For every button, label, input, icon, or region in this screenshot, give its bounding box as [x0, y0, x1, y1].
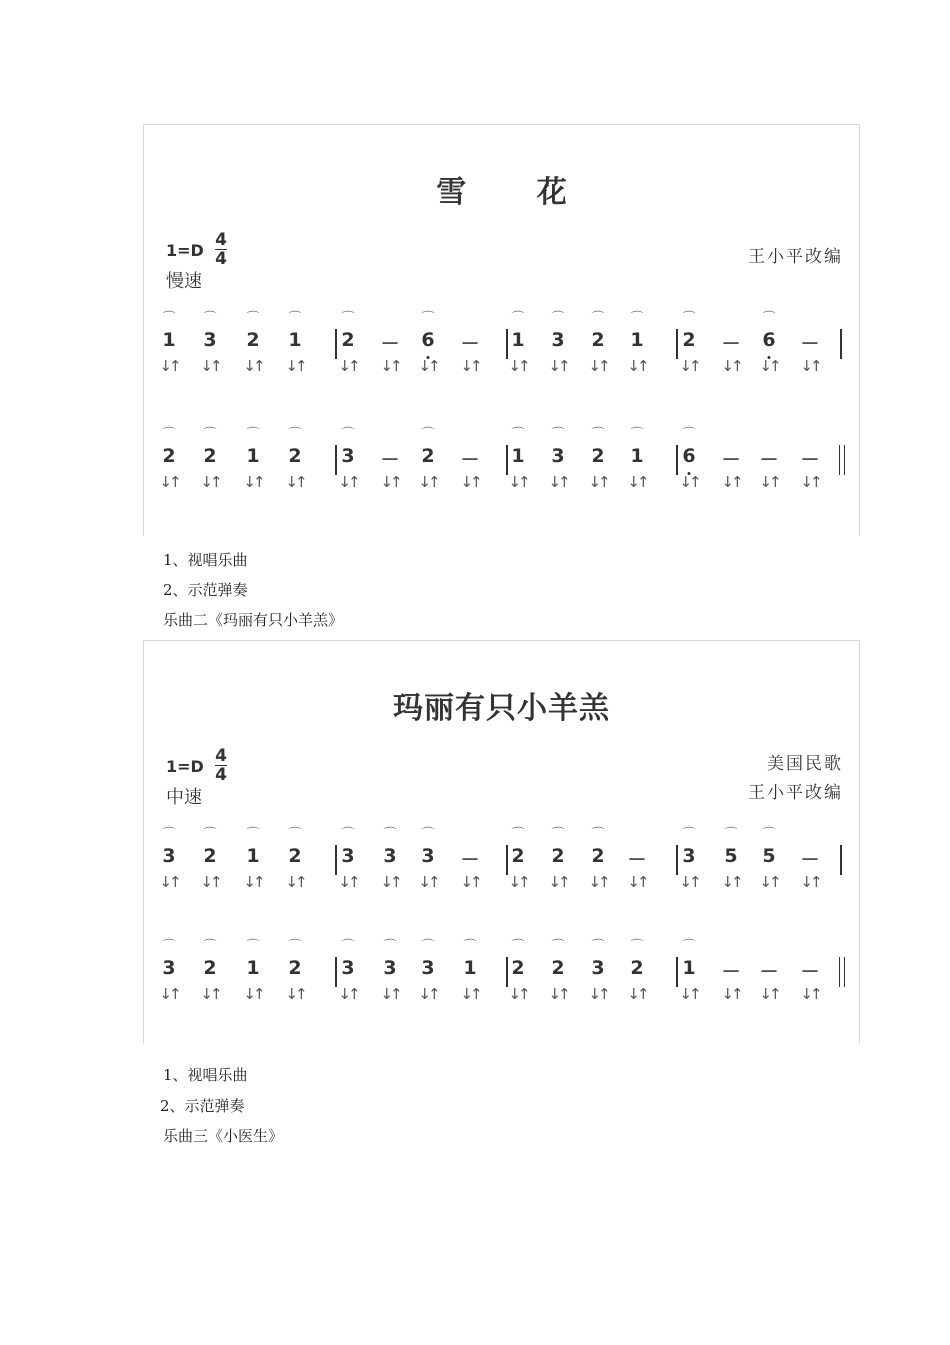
strum-arrows: ↓↑	[548, 873, 568, 891]
strum-arrows: ↓↑	[627, 473, 647, 491]
note: 3	[421, 845, 435, 867]
slur-mark: ⌒	[682, 427, 696, 442]
note: 2	[630, 957, 644, 979]
strum-arrows: ↓↑	[759, 873, 779, 891]
bar-line	[335, 329, 337, 359]
note: 3	[591, 957, 605, 979]
slur-mark: ⌒	[421, 827, 435, 842]
note: －	[380, 449, 400, 471]
note: 3	[162, 845, 176, 867]
note: －	[721, 333, 741, 355]
strum-arrows: ↓↑	[721, 473, 741, 491]
final-bar-line	[839, 957, 845, 987]
strum-arrows: ↓↑	[200, 873, 220, 891]
slur-mark: ⌒	[246, 827, 260, 842]
bar-line	[506, 329, 508, 359]
slur-mark: ⌒	[682, 939, 696, 954]
strum-arrows: ↓↑	[460, 473, 480, 491]
slur-mark: ⌒	[162, 311, 176, 326]
slur-mark: ⌒	[551, 311, 565, 326]
note: －	[800, 849, 820, 871]
slur-mark: ⌒	[341, 427, 355, 442]
arranger-credit: 王小平改编	[748, 247, 843, 267]
bar-line	[676, 329, 678, 359]
note: 5	[762, 845, 776, 867]
slur-mark: ⌒	[591, 939, 605, 954]
note: 1	[162, 329, 176, 351]
slur-mark: ⌒	[341, 311, 355, 326]
strum-arrows: ↓↑	[721, 985, 741, 1003]
notation-row	[144, 935, 859, 1015]
strum-arrows: ↓↑	[380, 873, 400, 891]
strum-arrows: ↓↑	[159, 473, 179, 491]
note: 2	[591, 845, 605, 867]
slur-mark: ⌒	[463, 939, 477, 954]
slur-mark: ⌒	[511, 427, 525, 442]
slur-mark: ⌒	[246, 311, 260, 326]
note: 1	[288, 329, 302, 351]
strum-arrows: ↓↑	[800, 473, 820, 491]
note: 2	[511, 957, 525, 979]
note: －	[759, 449, 779, 471]
note: 1	[630, 329, 644, 351]
bar-line	[676, 957, 678, 987]
strum-arrows: ↓↑	[243, 473, 263, 491]
strum-arrows: ↓↑	[588, 357, 608, 375]
strum-arrows: ↓↑	[721, 873, 741, 891]
strum-arrows: ↓↑	[508, 985, 528, 1003]
slur-mark: ⌒	[724, 827, 738, 842]
slur-mark: ⌒	[511, 827, 525, 842]
slur-mark: ⌒	[288, 311, 302, 326]
note: 1	[511, 329, 525, 351]
slur-mark: ⌒	[341, 939, 355, 954]
note: 2	[203, 957, 217, 979]
arranger-credit: 王小平改编	[748, 783, 843, 803]
note: －	[460, 449, 480, 471]
strum-arrows: ↓↑	[418, 357, 438, 375]
strum-arrows: ↓↑	[721, 357, 741, 375]
note: 1	[246, 445, 260, 467]
bar-line	[840, 845, 842, 875]
bar-line	[335, 845, 337, 875]
slur-mark: ⌒	[421, 939, 435, 954]
strum-arrows: ↓↑	[200, 985, 220, 1003]
strum-arrows: ↓↑	[627, 985, 647, 1003]
strum-arrows: ↓↑	[200, 357, 220, 375]
slur-mark: ⌒	[591, 427, 605, 442]
strum-arrows: ↓↑	[627, 873, 647, 891]
strum-arrows: ↓↑	[548, 985, 568, 1003]
note: 2	[288, 445, 302, 467]
strum-arrows: ↓↑	[380, 985, 400, 1003]
strum-arrows: ↓↑	[679, 873, 699, 891]
strum-arrows: ↓↑	[800, 357, 820, 375]
strum-arrows: ↓↑	[588, 873, 608, 891]
strum-arrows: ↓↑	[338, 985, 358, 1003]
slur-mark: ⌒	[383, 939, 397, 954]
slur-mark: ⌒	[383, 827, 397, 842]
note: 2	[511, 845, 525, 867]
note: 3	[551, 445, 565, 467]
bar-line	[840, 329, 842, 359]
slur-mark: ⌒	[162, 939, 176, 954]
note: 3	[341, 957, 355, 979]
strum-arrows: ↓↑	[548, 473, 568, 491]
note: 3	[551, 329, 565, 351]
slur-mark: ⌒	[630, 939, 644, 954]
note: 3	[162, 957, 176, 979]
strum-arrows: ↓↑	[759, 473, 779, 491]
strum-arrows: ↓↑	[159, 873, 179, 891]
strum-arrows: ↓↑	[159, 357, 179, 375]
slur-mark: ⌒	[551, 827, 565, 842]
note: －	[460, 849, 480, 871]
strum-arrows: ↓↑	[285, 357, 305, 375]
note: 1	[682, 957, 696, 979]
note: 2	[551, 957, 565, 979]
note: 2	[551, 845, 565, 867]
strum-arrows: ↓↑	[679, 473, 699, 491]
strum-arrows: ↓↑	[800, 873, 820, 891]
strum-arrows: ↓↑	[460, 985, 480, 1003]
note: 3	[421, 957, 435, 979]
strum-arrows: ↓↑	[380, 473, 400, 491]
slur-mark: ⌒	[551, 939, 565, 954]
slur-mark: ⌒	[203, 827, 217, 842]
slur-mark: ⌒	[203, 939, 217, 954]
note: 6	[682, 445, 696, 467]
strum-arrows: ↓↑	[243, 985, 263, 1003]
strum-arrows: ↓↑	[338, 357, 358, 375]
bar-line	[676, 445, 678, 475]
note: －	[800, 961, 820, 983]
tempo-marking: 中速	[166, 787, 202, 808]
slur-mark: ⌒	[551, 427, 565, 442]
slur-mark: ⌒	[162, 827, 176, 842]
slur-mark: ⌒	[630, 427, 644, 442]
section-heading: 乐曲二《玛丽有只小羊羔》	[163, 611, 344, 629]
slur-mark: ⌒	[162, 427, 176, 442]
strum-arrows: ↓↑	[460, 357, 480, 375]
bar-line	[506, 957, 508, 987]
slur-mark: ⌒	[288, 827, 302, 842]
instruction-line: 2、示范弹奏	[163, 581, 248, 599]
score-snow-flower	[143, 124, 860, 536]
note: －	[721, 449, 741, 471]
bar-line	[506, 845, 508, 875]
slur-mark: ⌒	[682, 311, 696, 326]
origin-credit: 美国民歌	[767, 754, 843, 774]
strum-arrows: ↓↑	[380, 357, 400, 375]
key-signature: 1=D	[166, 757, 204, 776]
slur-mark: ⌒	[762, 311, 776, 326]
strum-arrows: ↓↑	[759, 357, 779, 375]
bar-line	[676, 845, 678, 875]
slur-mark: ⌒	[421, 311, 435, 326]
strum-arrows: ↓↑	[460, 873, 480, 891]
strum-arrows: ↓↑	[159, 985, 179, 1003]
slur-mark: ⌒	[762, 827, 776, 842]
note: －	[627, 849, 647, 871]
notation-row	[144, 823, 859, 903]
strum-arrows: ↓↑	[338, 473, 358, 491]
instruction-line: 2、示范弹奏	[160, 1097, 245, 1115]
strum-arrows: ↓↑	[588, 985, 608, 1003]
strum-arrows: ↓↑	[679, 357, 699, 375]
tempo-marking: 慢速	[166, 271, 202, 292]
score-mary-little-lamb	[143, 640, 860, 1044]
strum-arrows: ↓↑	[243, 873, 263, 891]
strum-arrows: ↓↑	[800, 985, 820, 1003]
instruction-line: 1、视唱乐曲	[163, 551, 248, 569]
score-title: 雪 花	[436, 175, 597, 210]
slur-mark: ⌒	[591, 311, 605, 326]
note: 1	[630, 445, 644, 467]
note: 1	[511, 445, 525, 467]
note: 2	[162, 445, 176, 467]
slur-mark: ⌒	[246, 427, 260, 442]
slur-mark: ⌒	[288, 427, 302, 442]
note: －	[721, 961, 741, 983]
final-bar-line	[839, 445, 845, 475]
note: －	[380, 333, 400, 355]
note: 2	[591, 445, 605, 467]
note: 3	[682, 845, 696, 867]
strum-arrows: ↓↑	[418, 873, 438, 891]
strum-arrows: ↓↑	[285, 985, 305, 1003]
strum-arrows: ↓↑	[285, 873, 305, 891]
notation-row	[144, 423, 859, 503]
time-signature: 4 4	[215, 746, 227, 785]
note: 2	[421, 445, 435, 467]
note: 1	[246, 957, 260, 979]
strum-arrows: ↓↑	[418, 985, 438, 1003]
strum-arrows: ↓↑	[285, 473, 305, 491]
slur-mark: ⌒	[630, 311, 644, 326]
section-heading: 乐曲三《小医生》	[163, 1127, 284, 1145]
notation-row	[144, 307, 859, 387]
note: 3	[203, 329, 217, 351]
slur-mark: ⌒	[203, 311, 217, 326]
slur-mark: ⌒	[511, 311, 525, 326]
strum-arrows: ↓↑	[200, 473, 220, 491]
slur-mark: ⌒	[288, 939, 302, 954]
note: 3	[383, 957, 397, 979]
note: 1	[463, 957, 477, 979]
slur-mark: ⌒	[341, 827, 355, 842]
note: 1	[246, 845, 260, 867]
strum-arrows: ↓↑	[679, 985, 699, 1003]
slur-mark: ⌒	[421, 427, 435, 442]
time-signature: 4 4	[215, 230, 227, 269]
strum-arrows: ↓↑	[338, 873, 358, 891]
note: 3	[341, 845, 355, 867]
strum-arrows: ↓↑	[508, 473, 528, 491]
bar-line	[506, 445, 508, 475]
note: －	[800, 333, 820, 355]
note: －	[759, 961, 779, 983]
note: 2	[288, 845, 302, 867]
note: －	[460, 333, 480, 355]
slur-mark: ⌒	[511, 939, 525, 954]
strum-arrows: ↓↑	[627, 357, 647, 375]
key-signature: 1=D	[166, 241, 204, 260]
note: 2	[341, 329, 355, 351]
strum-arrows: ↓↑	[508, 357, 528, 375]
note: 2	[203, 445, 217, 467]
strum-arrows: ↓↑	[588, 473, 608, 491]
instruction-line: 1、视唱乐曲	[163, 1066, 248, 1084]
slur-mark: ⌒	[203, 427, 217, 442]
note: 3	[383, 845, 397, 867]
slur-mark: ⌒	[591, 827, 605, 842]
strum-arrows: ↓↑	[508, 873, 528, 891]
note: 2	[682, 329, 696, 351]
note: 3	[341, 445, 355, 467]
note: 2	[288, 957, 302, 979]
strum-arrows: ↓↑	[418, 473, 438, 491]
note: 5	[724, 845, 738, 867]
strum-arrows: ↓↑	[759, 985, 779, 1003]
strum-arrows: ↓↑	[548, 357, 568, 375]
score-title: 玛丽有只小羊羔	[393, 691, 610, 726]
note: 2	[203, 845, 217, 867]
note: 6	[762, 329, 776, 351]
note: 6	[421, 329, 435, 351]
bar-line	[335, 957, 337, 987]
note: －	[800, 449, 820, 471]
strum-arrows: ↓↑	[243, 357, 263, 375]
bar-line	[335, 445, 337, 475]
slur-mark: ⌒	[246, 939, 260, 954]
note: 2	[591, 329, 605, 351]
slur-mark: ⌒	[682, 827, 696, 842]
note: 2	[246, 329, 260, 351]
